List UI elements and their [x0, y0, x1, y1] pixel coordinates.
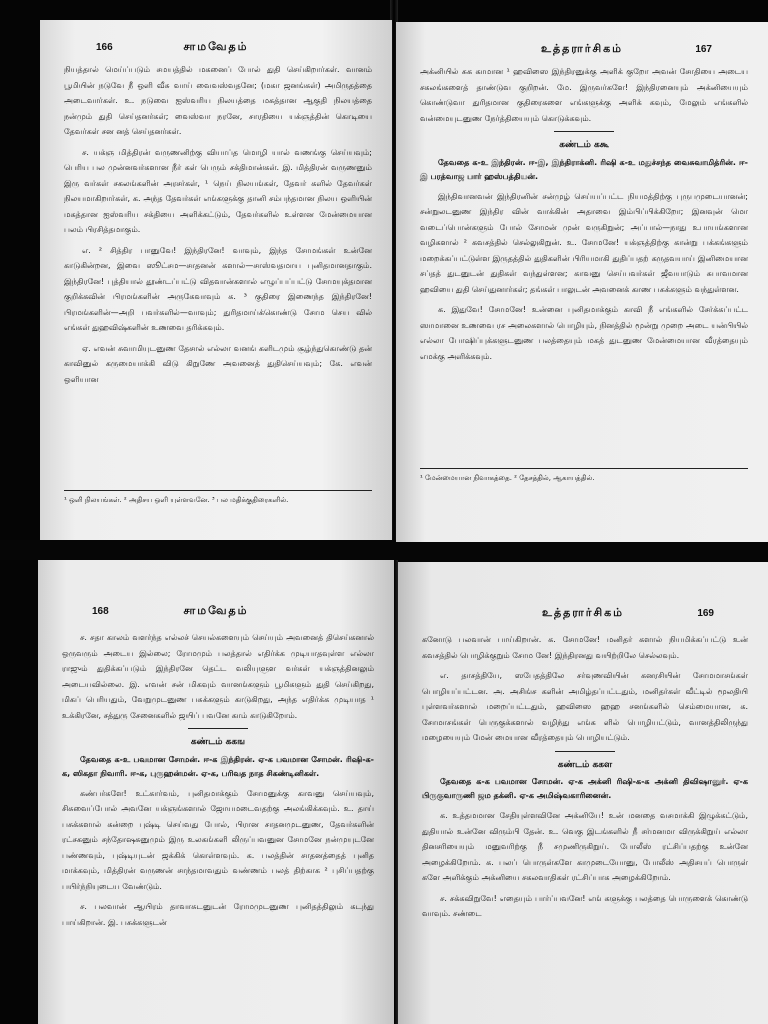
- section-heading: கண்டம் ககங: [190, 737, 246, 747]
- page-header: [40, 42, 392, 60]
- section-meta: தேவதை க-உ பவமான சோமன். ஈ-க இந்திரன். ஏ-க பவமான சோமன். ரிஷி-க-க, ஸிகதா நிவாரி. ஈ-க, புருஹன்மன். ஏ-க, பரிவத நாத சிகண்டினிகள்.: [62, 754, 374, 778]
- page-number: 169: [697, 608, 714, 619]
- page-separator: [0, 540, 768, 560]
- running-title: சாமவேதம்: [183, 41, 249, 53]
- footnote: ¹ மேன்மையான நிவாகத்தை. ² தேசத்தில், ஆகாயத்தில்.: [420, 468, 748, 484]
- page-168: [38, 560, 394, 1024]
- section-meta: தேவதை க-உ இந்திரன். ஈ-இ, இந்திராக்னி. ரிஷி க-உ மதுச்சந்த வைசுவாமித்ரின். ஈ-இ பரத்வாஜ பார் ஹஸ்பத்தியன்.: [420, 157, 748, 181]
- paragraph: க. உத்தமமான சேதியுள்ளவினே அக்னியே! உன் மனதை வசமாக்கி இழுக்கட்டும், துதியால் உன்னே விரும்பி தேன். உ. வெகு இடங்களில் நீ சர்மனமா விருக்கிறுய் எல்லா தினசரியையும் மனுவரிற்கு நீ சமுணிருகிறுய். போலீஸ் ரட்சிப்பதற்கு உன்னே அழைக்கிறோம். க. பலப் பொருள்களே காமுடையோனு, போலீஸ் அதிசயப் பொருள் களே அளிக்கும் அக்னியை சகலவாதிகள் ரட்சிப்பாக அழைக்கிறோம்.: [422, 811, 748, 882]
- footnote: ¹ ஒளி நிலயங்கள். ² அதிசய ஒளி யுள்ளவனே. ³ பல மதிக்குதிரைகளில்.: [64, 490, 372, 506]
- paragraph: எ. தாசத்தியே, ஸபேதத்திலே சர்வுணவியின் கனரசியின் சோமமாசங்கள் பொழியப்பட்டன. அ. அசிங்ச களின் அமிழ்தப்பட்டதும், மனிதர்கள் வீட்டில் மூலதியி புள்ளவர்களால் மறைப்பட்டதும், ஹவிஸை ஹஹ சனங்களில் செம்மையான, க. சோமாசங்கள் பெருகுக்களால் வழிந்து எங்க ளில் பொழியட்டும், வானத்திலிருந்து மழையையும் மேன் மையான வீரத்தையும் பொழியட்டும்.: [422, 671, 748, 742]
- paragraph: ச. சக்கவிறுவே! எதையும் பார்ப்பவனே! எங் களுக்கு பலத்தை பொருளைக் கொண்டு வாவும். சண்டை: [422, 893, 748, 918]
- paragraph: ச. பலவான் ஆயிரம் தாவாசுடனுடன் ரோமமுடனுண புனிதத்திலும் கடந்து பாய்கிறான். இ. பசுக்களுடன்: [62, 902, 374, 927]
- page-166: [40, 20, 392, 540]
- section-rule: [188, 728, 248, 729]
- paragraph: க. இதுவே! சோமனே! உன்னை புனிதமாக்கும் காவி நீ எங்களில் சேர்க்கப்பட்ட ஸாமானை உணவை ரச அலைகளால் பொழியும், நினத்தில் மூன்று முறை அடை யன்பியில் எல்லா போஷிப்புக்களுடனுண பலத்தையும் மகத் துடனுண மேன்மையான வீரத்தையும் எமக்கு அளிக்கவும்.: [420, 305, 748, 361]
- paragraph: கனோடு பலவான் பாய்கிறான். க. சோமனே! மனிதர் களால் நியமிக்கப்பட்டு உன் கவசத்தில் பொழிக்குறும் சோம னே! இந்திரனது வயிற்றிலே செல்லவும்.: [422, 635, 748, 660]
- paragraph: இந்திவானவன் இந்திரனின் சன்முழ் செய்யப்பட்ட நியமத்திற்கு புருபமுடையானன்; சன்றுலடனுண இந்திர வின் வாக்கின் அதாவை இம்பிப்பிக்கிறோ; இனவுன் மொ வடைப்பொன்களும் போல் சோமன் முன் வருகிறுன்; அப்பால்—நாது உபாயங்களான வழிகளால் ² கவசத்தில் செல்லுகிறுன். உ. சோமனே! யக்ஞத்திற்கு கான்று பக்கங்களும் மறைக்கப்பட்டுள்ள இருதத்தில் துதிகளின் பிரியமாகி துதிப்பதற் கருதவயாய் இனிமையான சப்தத் துடனுடன் துதிகள் வந்துள்ளன; காவனு செய்பவர்கள் ஜீவயாடும் சுபாவமான ஹவியை துதி செய்துனார்கள்; தங்கள் பாலுடன் அவனைக் காண பசுக்களும் வந்துள்ளன.: [420, 191, 748, 294]
- page-number: 167: [695, 44, 712, 55]
- page-header: [398, 608, 768, 626]
- running-title: உத்தரார்சிகம்: [541, 43, 623, 55]
- paragraph: ச. சதா காலம் வளர்ந்த எல்லச் செயல்களையும் செய்யும் அவனைத் திசெய்கனால் ஒருவரும் அடைய இல்லை; ரோமமும் பலத்தால் எதிர்க்க முடியாதவுள்ள எல்லா ராஜும் துதிக்கப்படும் இந்திரனே தெட்ட வலியுளுள வர்கள் யக்ஞத்தினலும் அடையவில்லை. இ. எவன் சன் மிகவும் வானங்களும் பூமிகளும் துதி செய்கிறது, மிகப் பெரியதும், வேறுமுடனுண பசுக்களும் காடுகிறது, அந்த எதிர்க்க முடியாத ¹ உக்கிரனே, சத்துரு சேனைகளில் ஜயிப் பவனே காம் காடுகிறோம்.: [62, 633, 374, 720]
- page-header: [38, 606, 394, 624]
- page-body: [64, 62, 372, 392]
- paragraph: கண்பர்களே! உட்கார்வம், புனிதமாக்கும் சோமனுக்கு காவனு செய்யவும், சிசுவைப்போல் அவனே யக்ஞங்களால் ஜோயமடைவதற்கு அலங்கிக்கவும். உ. தாய் பசுக்களால் கன்றை புஷ்டி செய்வது போல், பிரான சாதனமுடனுண, தேவர்களின் ரட்சகனும் சந்தோஷகனுமும் இரு உலகங்களி லிருப்பவனுன சோமனே நன்முயுடனே பண்ணவும், புஷ்டியுடன் ஜக்கிக் கொள்ளவும். க. பலத்தின் சாதனத்தைத் புனித மாக்கவும், மித்திரன் வருணன் சாந்தமாவதும் வண்ணம் பலத் திற்காக ² புசிப்பதற்கு பயிர்ந்நியுடைய வேண்டும்.: [62, 788, 374, 891]
- section-heading: கண்டம் ககள: [557, 759, 613, 770]
- paragraph: எ. ² சித்திர பானுவே! இந்திரனே! வாவும், இந்த சோமங்கள் உன்னே காடுகின்றன, இவை ஸூட்சம—சாதனன் களால்—சாஸ்வதமாய புனிதமானதாகும். இந்திரனே! புத்தியால் தூண்டப்பட்டு விதவான்களால் எழுப்பப்பட்டு சோமயுக்தமான குறிக்கவின் பிரமங்களின் அருகேவாவும் க. ³ குதிரை இணைந்த இந்திரனே! பிரமங்களின்—அறி பவர்களில்—வாவும்; துரிதமாய்க்கொண்டு சோம செய வில் எங்கள் துஹவிஷ்களின் உணவை தரிக்கவும்.: [64, 245, 372, 332]
- paragraph: நியத்தால் மெய்ப்படும் சமயத்தில் மகனைப் போல் துதி செய்கிறார்கள். வானம் பூமியின் நடுவே நீ ஒளி வீசு வாய் வைவஸ்வதனே; (மகா ஜனங்கள்) அமிருதத்தை அடைவார்கள். உ. நடுவை ஐஸ்வரிய நிலயத்தை மகத்தான ஆகுதி நிலயத்தை நன்மும் துதி செய்தனர்கள்; வைஸ்வா நரனே, சாரதியை யக்ஞத்தின் கொடியை தேவர்கள் சன னத் செய்தனர்கள்.: [64, 65, 372, 136]
- section-rule: [555, 751, 615, 752]
- running-title: சாமவேதம்: [183, 605, 249, 617]
- section-meta: தேவதை க-க பவமான சோமன். ஏ-க அக்னி ரிஷி-க-க அக்னி திவிஷானுர். ஏ-க பிருகுவாருணி ஜம தக்னி. ஏ-க அமிஷ்வகாரினைன்.: [422, 777, 748, 800]
- page-body: [62, 630, 374, 935]
- paragraph: அக்னியில் சுக காமான ¹ ஹவிஸை இந்திரனுக்கு அளிக் குறோ அவன் சோதியை அடைய சகலங்களைத் தாண்டுவ குறிறன். மே. இருவர்களே! இந்திரனையும் அக்னியையும் கொண்டுவா துரிதமான குதிரைகளை எங்களுக்கு அளிக் கவும், மேலும் எங்களில் வன்மையுடனுண நேர்த்தியையும் கொடுக்கவும்.: [420, 67, 748, 123]
- page-header: [396, 44, 768, 62]
- running-title: உத்தரார்சிகம்: [542, 607, 624, 619]
- page-body: [420, 64, 748, 369]
- page-167: [396, 22, 768, 542]
- page-number: 166: [96, 42, 113, 53]
- section-heading: கண்டம் ககூ: [559, 140, 609, 150]
- page-body: [422, 632, 748, 927]
- page-169: [398, 562, 768, 1024]
- paragraph: ச. யக்ஞ மித்திரன் வருணனிற்கு வியாப்த மொழி யால் வணங்கு செய்யவும்; பெரிய பல முன்னவர்களான நீர் கள் பெரும் சக்திமான்கள். இ. மித்திரன் வருணனும் இரு வர்கள் சகலங்களின் அரசர்கள், ¹ நெய் நிலயங்கள், தேவர் களில் தேவர்கள் நிலயமாகிறார்கள், க. அந்த தேவர்கள் எங்களுக்கு தானி சம்பந்தமான நிலய ஒளியின் மகத்தான ஐஸ்வரிய சக்தியை அளிக்கட்டும், தேவர்களில் உள்ளன மேன்மையான பலம் பிரசித்தமாகும்.: [64, 147, 372, 234]
- section-rule: [554, 131, 614, 132]
- page-number: 168: [92, 606, 109, 617]
- paragraph: ஏ. எவன் சுவாமியுடனுண தேசால் எல்லா வனங் களிடமும் சூழ்ந்துகொண்டு தன் காவினுல் கருமையாக்கி விடு கிறுணே அவனைத் துதிசெய்யவும்; கே. எவன் ஒளியான: [64, 343, 372, 384]
